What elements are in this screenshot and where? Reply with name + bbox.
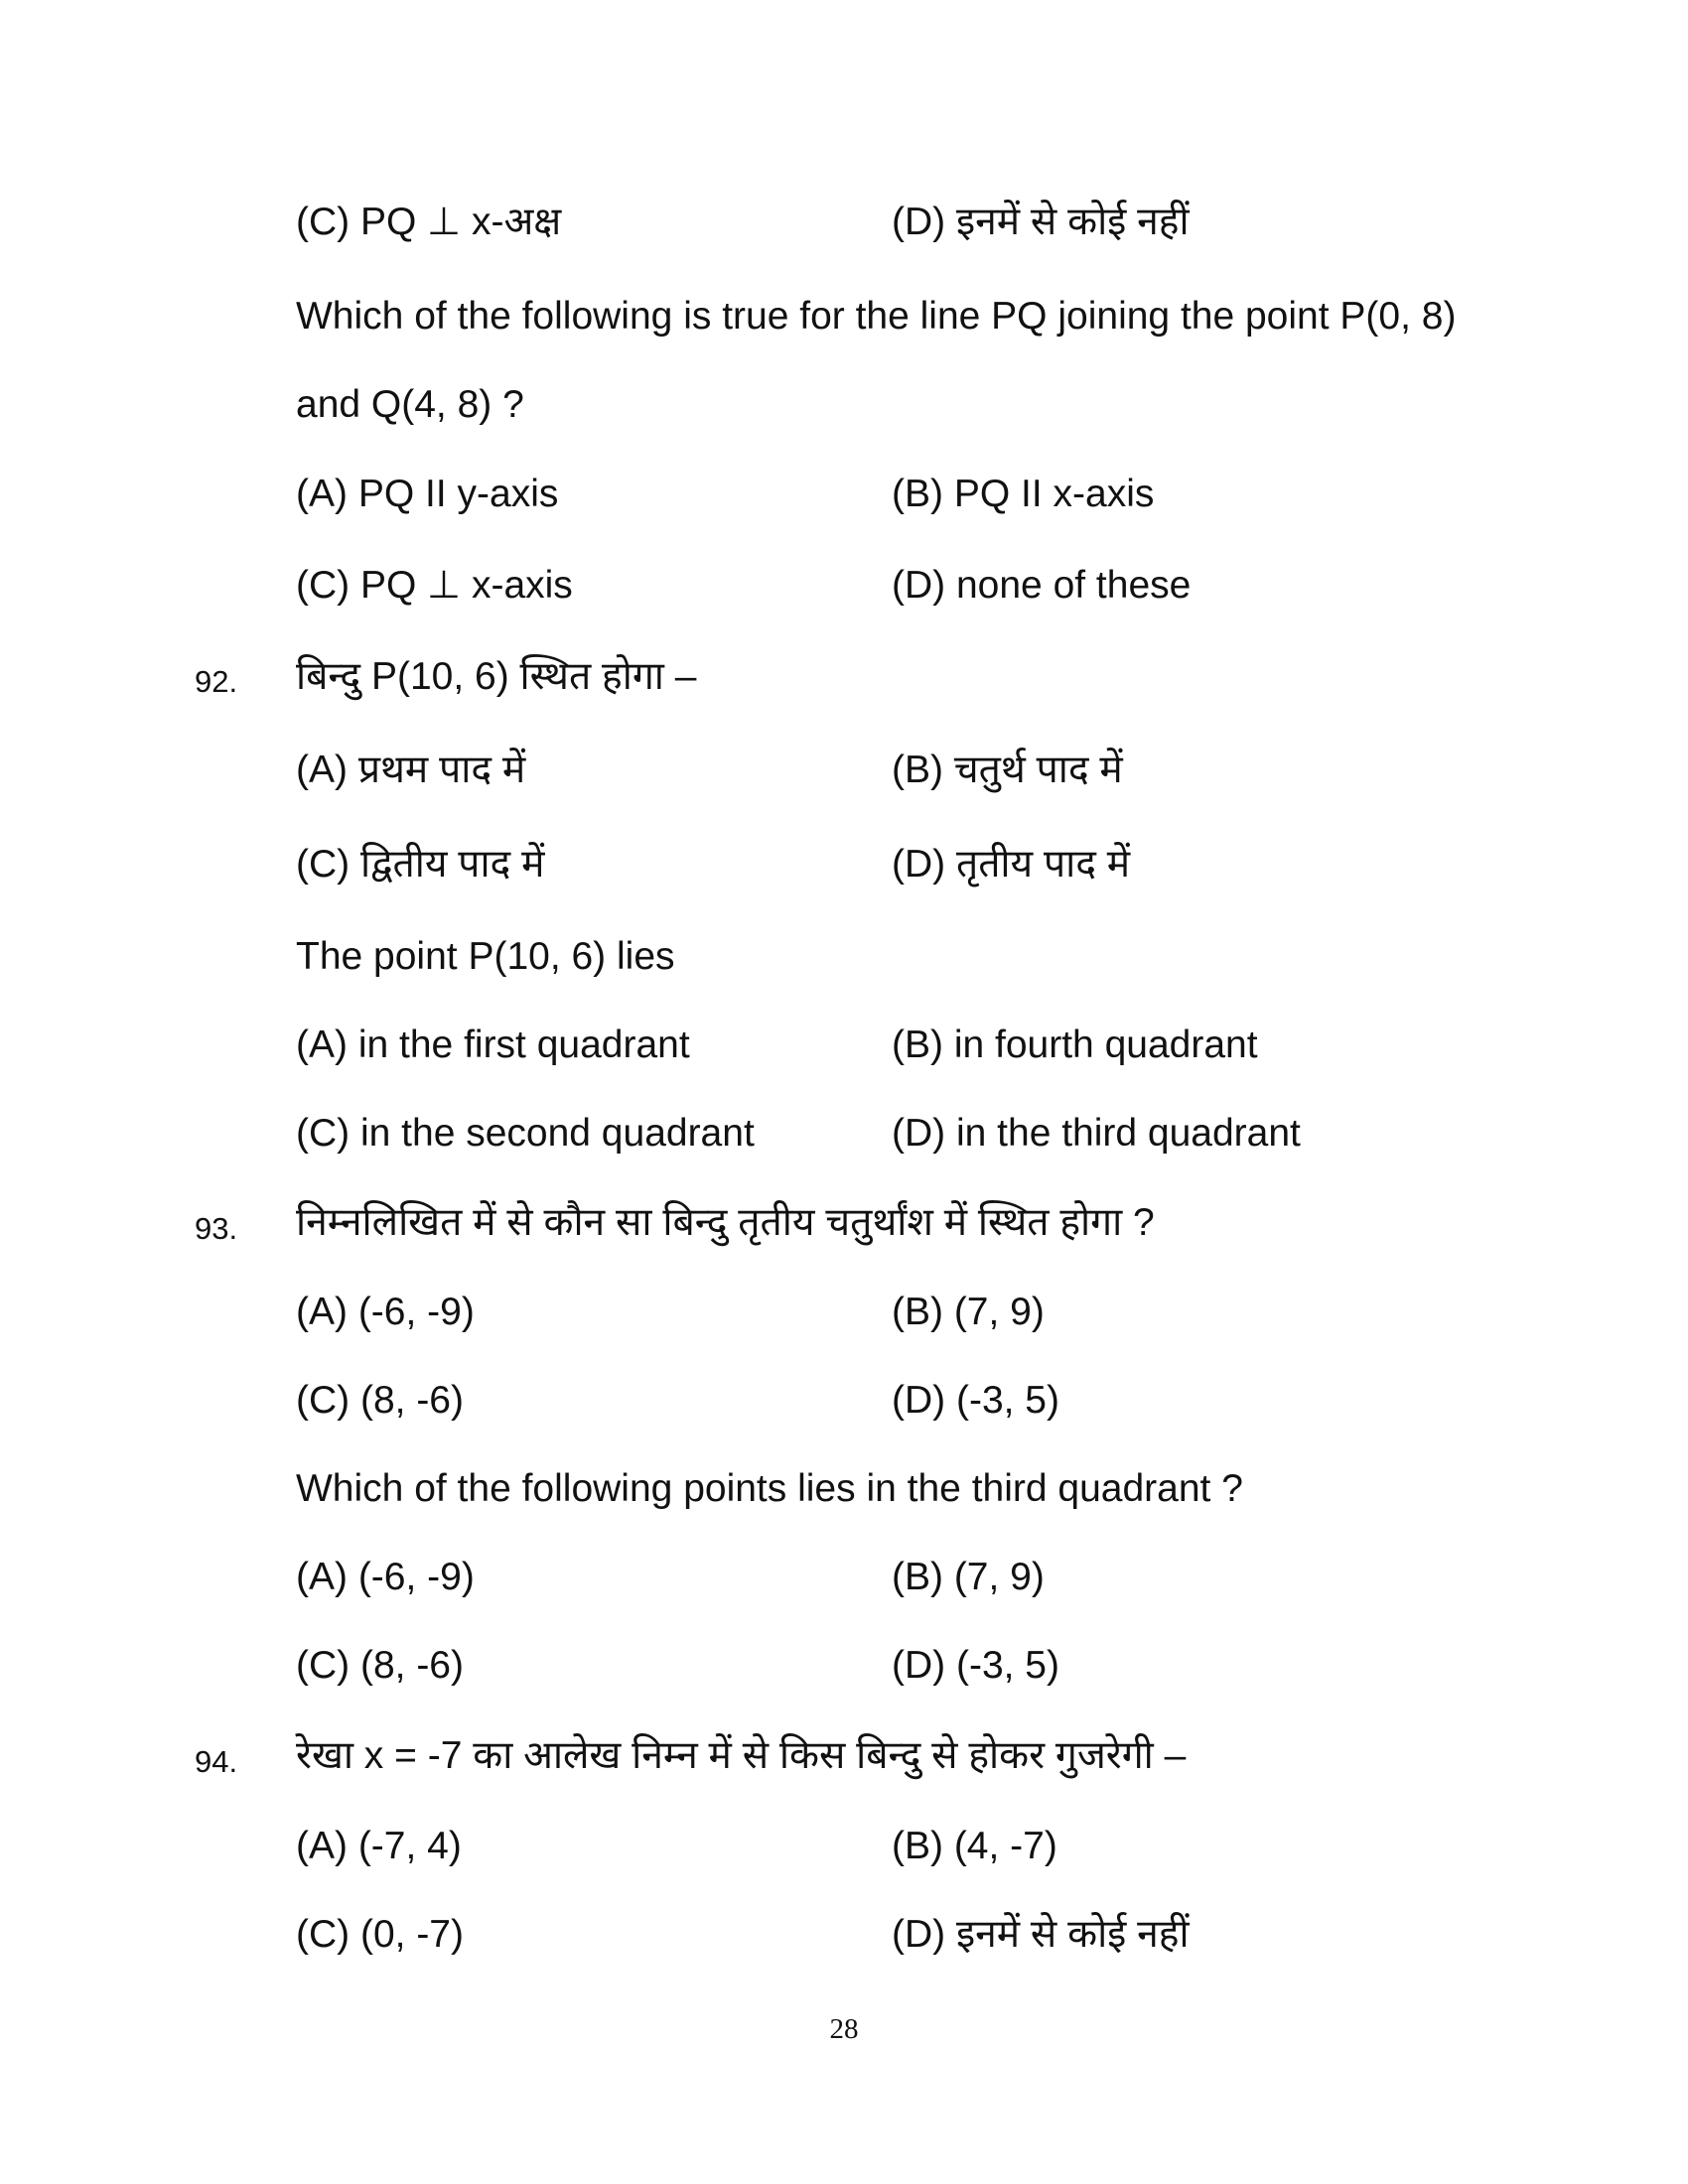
option-c-hindi-q92: (C) द्वितीय पाद में	[296, 843, 545, 886]
option-d-hindi-q93: (D) (-3, 5)	[892, 1379, 1059, 1422]
option-b-hindi-q93: (B) (7, 9)	[892, 1291, 1045, 1333]
option-b-english-q93: (B) (7, 9)	[892, 1556, 1045, 1598]
option-b-english-q92: (B) in fourth quadrant	[892, 1024, 1258, 1066]
option-b-english-q91: (B) PQ II x-axis	[892, 473, 1155, 515]
option-b-hindi-q92: (B) चतुर्थ पाद में	[892, 749, 1123, 791]
option-a-hindi-q93: (A) (-6, -9)	[296, 1291, 475, 1333]
option-d-hindi-q94: (D) इनमें से कोई नहीं	[892, 1913, 1190, 1956]
option-d-english-q91: (D) none of these	[892, 564, 1192, 607]
option-c-hindi-q93: (C) (8, -6)	[296, 1379, 464, 1422]
question-text-hindi-q94: रेखा x = -7 का आलेख निम्न में से किस बिन्दु से होकर गुजरेगी –	[296, 1734, 1187, 1777]
option-c-hindi-q94: (C) (0, -7)	[296, 1913, 464, 1956]
option-d-english-q92: (D) in the third quadrant	[892, 1112, 1301, 1155]
question-number-94: 94.	[195, 1744, 238, 1779]
question-text-english-q93: Which of the following points lies in the third quadrant ?	[296, 1467, 1243, 1510]
question-number-92: 92.	[195, 664, 238, 699]
option-a-hindi-q94: (A) (-7, 4)	[296, 1825, 462, 1867]
question-text-english-q92: The point P(10, 6) lies	[296, 935, 675, 978]
question-text-hindi-q93: निम्नलिखित में से कौन सा बिन्दु तृतीय चतुर्थांश में स्थित होगा ?	[296, 1201, 1155, 1244]
page-number: 28	[829, 2013, 859, 2045]
option-a-english-q93: (A) (-6, -9)	[296, 1556, 475, 1598]
option-d-english-q93: (D) (-3, 5)	[892, 1644, 1059, 1687]
option-a-english-q92: (A) in the first quadrant	[296, 1024, 690, 1066]
option-d-hindi-q92: (D) तृतीय पाद में	[892, 843, 1131, 886]
option-a-hindi-q92: (A) प्रथम पाद में	[296, 749, 526, 791]
option-b-hindi-q94: (B) (4, -7)	[892, 1825, 1057, 1867]
question-number-93: 93.	[195, 1211, 238, 1246]
option-c-english-q93: (C) (8, -6)	[296, 1644, 464, 1687]
option-d-hindi-q91: (D) इनमें से कोई नहीं	[892, 201, 1190, 243]
question-text-hindi-q92: बिन्दु P(10, 6) स्थित होगा –	[296, 655, 697, 698]
option-c-english-q92: (C) in the second quadrant	[296, 1112, 755, 1155]
option-c-hindi-q91: (C) PQ ⊥ x-अक्ष	[296, 201, 562, 243]
option-a-english-q91: (A) PQ II y-axis	[296, 473, 559, 515]
question-text-english-q91-line1: Which of the following is true for the line PQ joining the point P(0, 8)	[296, 295, 1457, 338]
option-c-english-q91: (C) PQ ⊥ x-axis	[296, 564, 573, 607]
question-text-english-q91-line2: and Q(4, 8) ?	[296, 383, 524, 426]
